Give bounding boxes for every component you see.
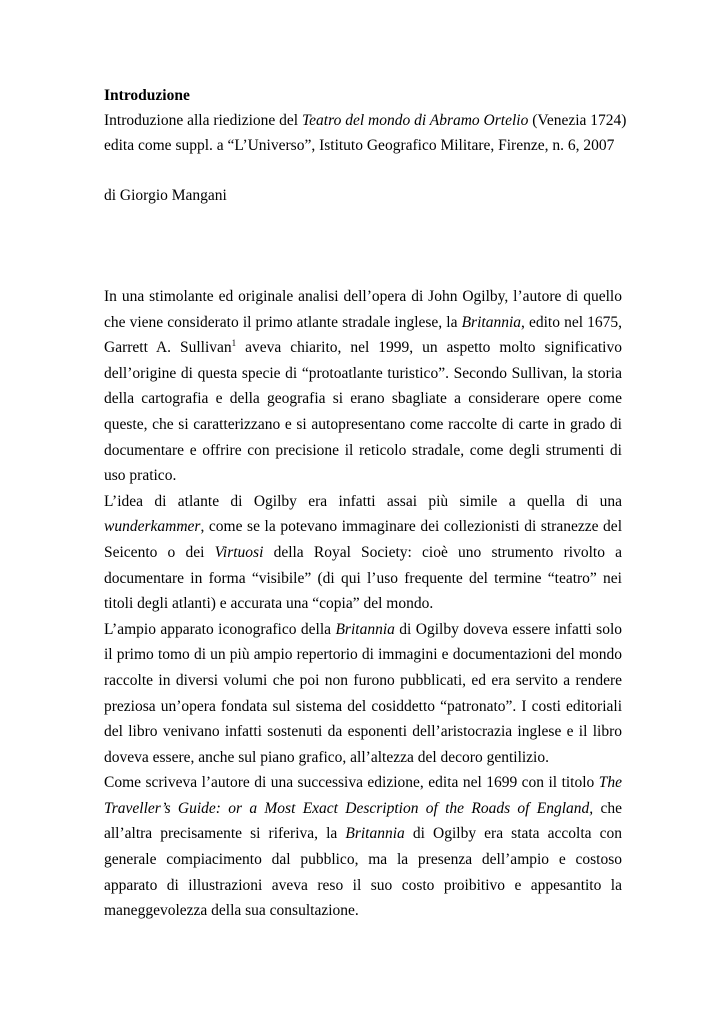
paragraph-3-italic: Britannia xyxy=(335,620,395,638)
edition-note-text-2: (Venezia 1724) xyxy=(528,112,627,129)
edition-note-line-1 xyxy=(104,108,627,133)
paragraph-2 xyxy=(104,489,622,617)
paragraph-1-italic: Britannia xyxy=(461,313,521,331)
paragraph-2-text-a: L’idea di atlante di Ogilby era infatti assai più simile a quella di una xyxy=(104,492,622,510)
edition-note-text-1: Introduzione alla riedizione del xyxy=(104,112,302,129)
paragraph-2-italic-1: wunderkammer xyxy=(104,518,201,536)
body-text xyxy=(104,284,622,924)
paragraph-3-text-a: L’ampio apparato iconografico della xyxy=(104,620,336,638)
paragraph-4 xyxy=(104,770,622,924)
paragraph-1-text-d: aveva chiarito, nel 1999, un aspetto molto significativo dell’origine di questa specie di “protoatlante turistico”. Secondo Sullivan, la storia della cartografia e della geografia si erano sbagliate a considerare opere come queste, che si caratterizzano e si autopresentano come raccolte di carte in grado di documentare e offrire con precisione il reticolo stradale, come degli strumenti di uso pratico. xyxy=(104,339,622,485)
section-title: Introduzione xyxy=(104,87,190,104)
document-header xyxy=(104,84,627,158)
paragraph-4-italic-1: The Traveller’s Guide: or a Most Exact Description of the Roads of England, xyxy=(104,774,622,817)
edition-note xyxy=(104,108,627,158)
paragraph-3 xyxy=(104,617,622,771)
paragraph-2-text-c: , come se la potevano immaginare dei collezionisti di stranezze del Seicento o dei xyxy=(104,518,622,561)
paragraph-4-text-e: di Ogilby era stata accolta con generale compiacimento dal pubblico, ma la presenza dell’ampio e costoso apparato di illustrazioni aveva reso il suo costo proibitivo e appesantito la maneggevolezza della sua consultazione. xyxy=(104,825,622,920)
paragraph-1-text-c: , edito nel 1675, Garrett A. Sullivan xyxy=(104,313,622,357)
footnote-ref-1[interactable]: 1 xyxy=(231,338,237,349)
edition-note-line-2: edita come suppl. a “L’Universo”, Istituto Geografico Militare, Firenze, n. 6, 2007 xyxy=(104,137,615,154)
paragraph-2-text-e: della Royal Society: cioè uno strumento rivolto a documentare in forma “visibile” (di qui l’uso frequente del termine “teatro” nei titoli degli atlanti) e accurata una “copia” del mondo. xyxy=(104,543,622,613)
paragraph-1 xyxy=(104,284,622,489)
paragraph-2-italic-2: Virtuosi xyxy=(214,543,264,561)
paragraph-4-text-c: che all’altra precisamente si riferiva, la xyxy=(104,799,623,843)
paragraph-3-text-c: di Ogilby doveva essere infatti solo il primo tomo di un più ampio repertorio di immagini e documentazioni del mondo raccolte in diversi volumi che poi non furono pubblicati, ed era servito a rendere preziosa un’opera fondata sul sistema del cosiddetto “patronato”. I costi editoriali del libro venivano infatti sostenuti da esponenti dell’aristocrazia inglese e il libro doveva essere, anche sul piano grafico, all’altezza del decoro gentilizio. xyxy=(104,620,622,766)
paragraph-4-italic-2: Britannia xyxy=(345,825,405,843)
paragraph-1-text-a: In una stimolante ed originale analisi dell’opera di John Ogilby, l’autore di quello che viene considerato il primo atlante stradale inglese, la xyxy=(104,288,622,331)
author-line: di Giorgio Mangani xyxy=(104,187,227,204)
paragraph-4-text-a: Come scriveva l’autore di una successiva edizione, edita nel 1699 con il titolo xyxy=(104,774,599,792)
work-title: Teatro del mondo di Abramo Ortelio xyxy=(301,112,529,129)
